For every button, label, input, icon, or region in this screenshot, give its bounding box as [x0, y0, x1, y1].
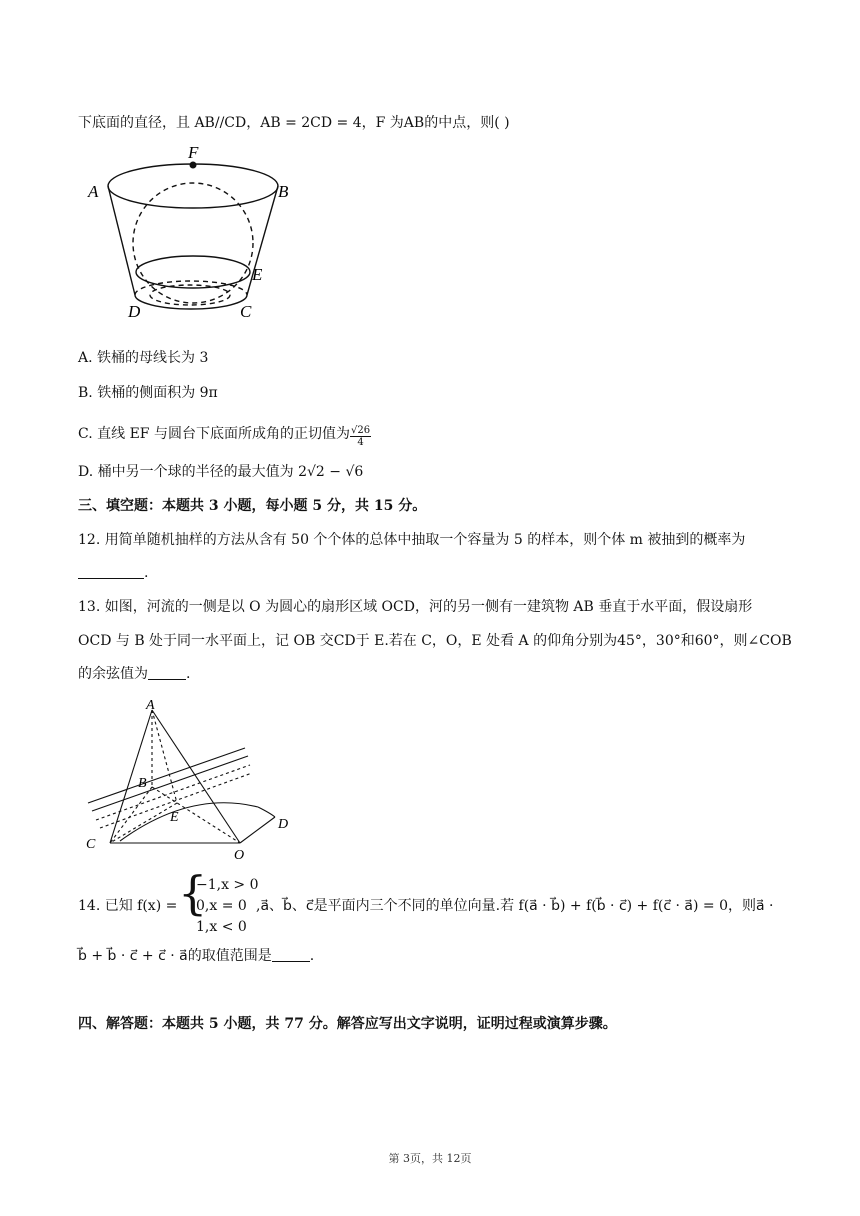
- q13-line3: [78, 664, 190, 684]
- option-c: [78, 424, 371, 448]
- option-c-text: C. 直线 EF 与圆台下底面所成角的正切值为: [78, 426, 350, 442]
- q14-case1: −1,x > 0: [196, 877, 259, 893]
- label-A2: A: [146, 698, 155, 713]
- q14-case3: 1,x < 0: [196, 919, 247, 935]
- fraction-denominator: 4: [357, 437, 364, 448]
- label-A: A: [88, 182, 99, 201]
- label-D: D: [128, 302, 141, 321]
- q12-period: .: [144, 565, 149, 581]
- q12-answer-blank: [78, 564, 144, 579]
- bucket-figure: [80, 140, 290, 325]
- q13-answer-blank: [148, 665, 186, 680]
- label-F: F: [188, 143, 199, 162]
- label-E: E: [252, 265, 263, 284]
- q14-line2: [78, 946, 314, 966]
- q14-answer-blank: [272, 947, 310, 962]
- intro-line: 下底面的直径，且 AB//CD，AB = 2CD = 4，F 为AB的中点，则( ): [78, 115, 510, 131]
- label-D2: D: [278, 817, 289, 832]
- section4-heading: 四、解答题：本题共 5 小题，共 77 分。解答应写出文字说明，证明过程或演算步骤。: [78, 1016, 617, 1032]
- label-C2: C: [86, 837, 96, 852]
- section3-heading: 三、填空题：本题共 3 小题，每小题 5 分，共 15 分。: [78, 498, 427, 514]
- fraction-numerator: √26: [350, 425, 371, 436]
- q12-line1: 12. 用简单随机抽样的方法从含有 50 个个体的总体中抽取一个容量为 5 的样本，则个体 m 被抽到的概率为: [78, 532, 746, 548]
- q14-line2-text: b⃗ + b⃗ · c⃗ + c⃗ · a⃗的取值范围是: [78, 948, 272, 964]
- label-C: C: [240, 302, 252, 321]
- q13-period: .: [186, 666, 191, 682]
- option-c-fraction: [350, 425, 371, 448]
- option-b: B. 铁桶的侧面积为 9π: [78, 385, 218, 401]
- label-E2: E: [170, 810, 179, 825]
- river-figure: [80, 695, 300, 865]
- label-B2: B: [138, 776, 147, 791]
- q13-line3-text: 的余弦值为: [78, 666, 148, 682]
- page-footer: 第 3页，共 12页: [388, 1152, 472, 1165]
- q13-line1: 13. 如图，河流的一侧是以 O 为圆心的扇形区域 OCD，河的另一侧有一建筑物 AB 垂直于水平面，假设扇形: [78, 599, 753, 615]
- q14-period: .: [309, 948, 315, 964]
- q12-line2: [78, 563, 148, 583]
- q14-case2: 0,x = 0: [196, 898, 247, 914]
- option-d: D. 桶中另一个球的半径的最大值为 2√2 − √6: [78, 464, 364, 480]
- option-a: A. 铁桶的母线长为 3: [78, 350, 209, 366]
- q14-brace: {: [178, 866, 208, 920]
- label-B: B: [278, 182, 289, 201]
- q14-prefix: 14. 已知 f(x) =: [78, 898, 178, 914]
- q14-line1-rest: ,a⃗、b⃗、c⃗是平面内三个不同的单位向量.若 f(a⃗ · b⃗) + f(b⃗ · c⃗) + f(c⃗ · a⃗) = 0，则a⃗ ·: [256, 898, 774, 914]
- q13-line2: OCD 与 B 处于同一水平面上，记 OB 交CD于 E.若在 C，O，E 处看 A 的仰角分别为45°，30°和60°，则∠COB: [78, 633, 792, 649]
- label-O2: O: [234, 848, 245, 863]
